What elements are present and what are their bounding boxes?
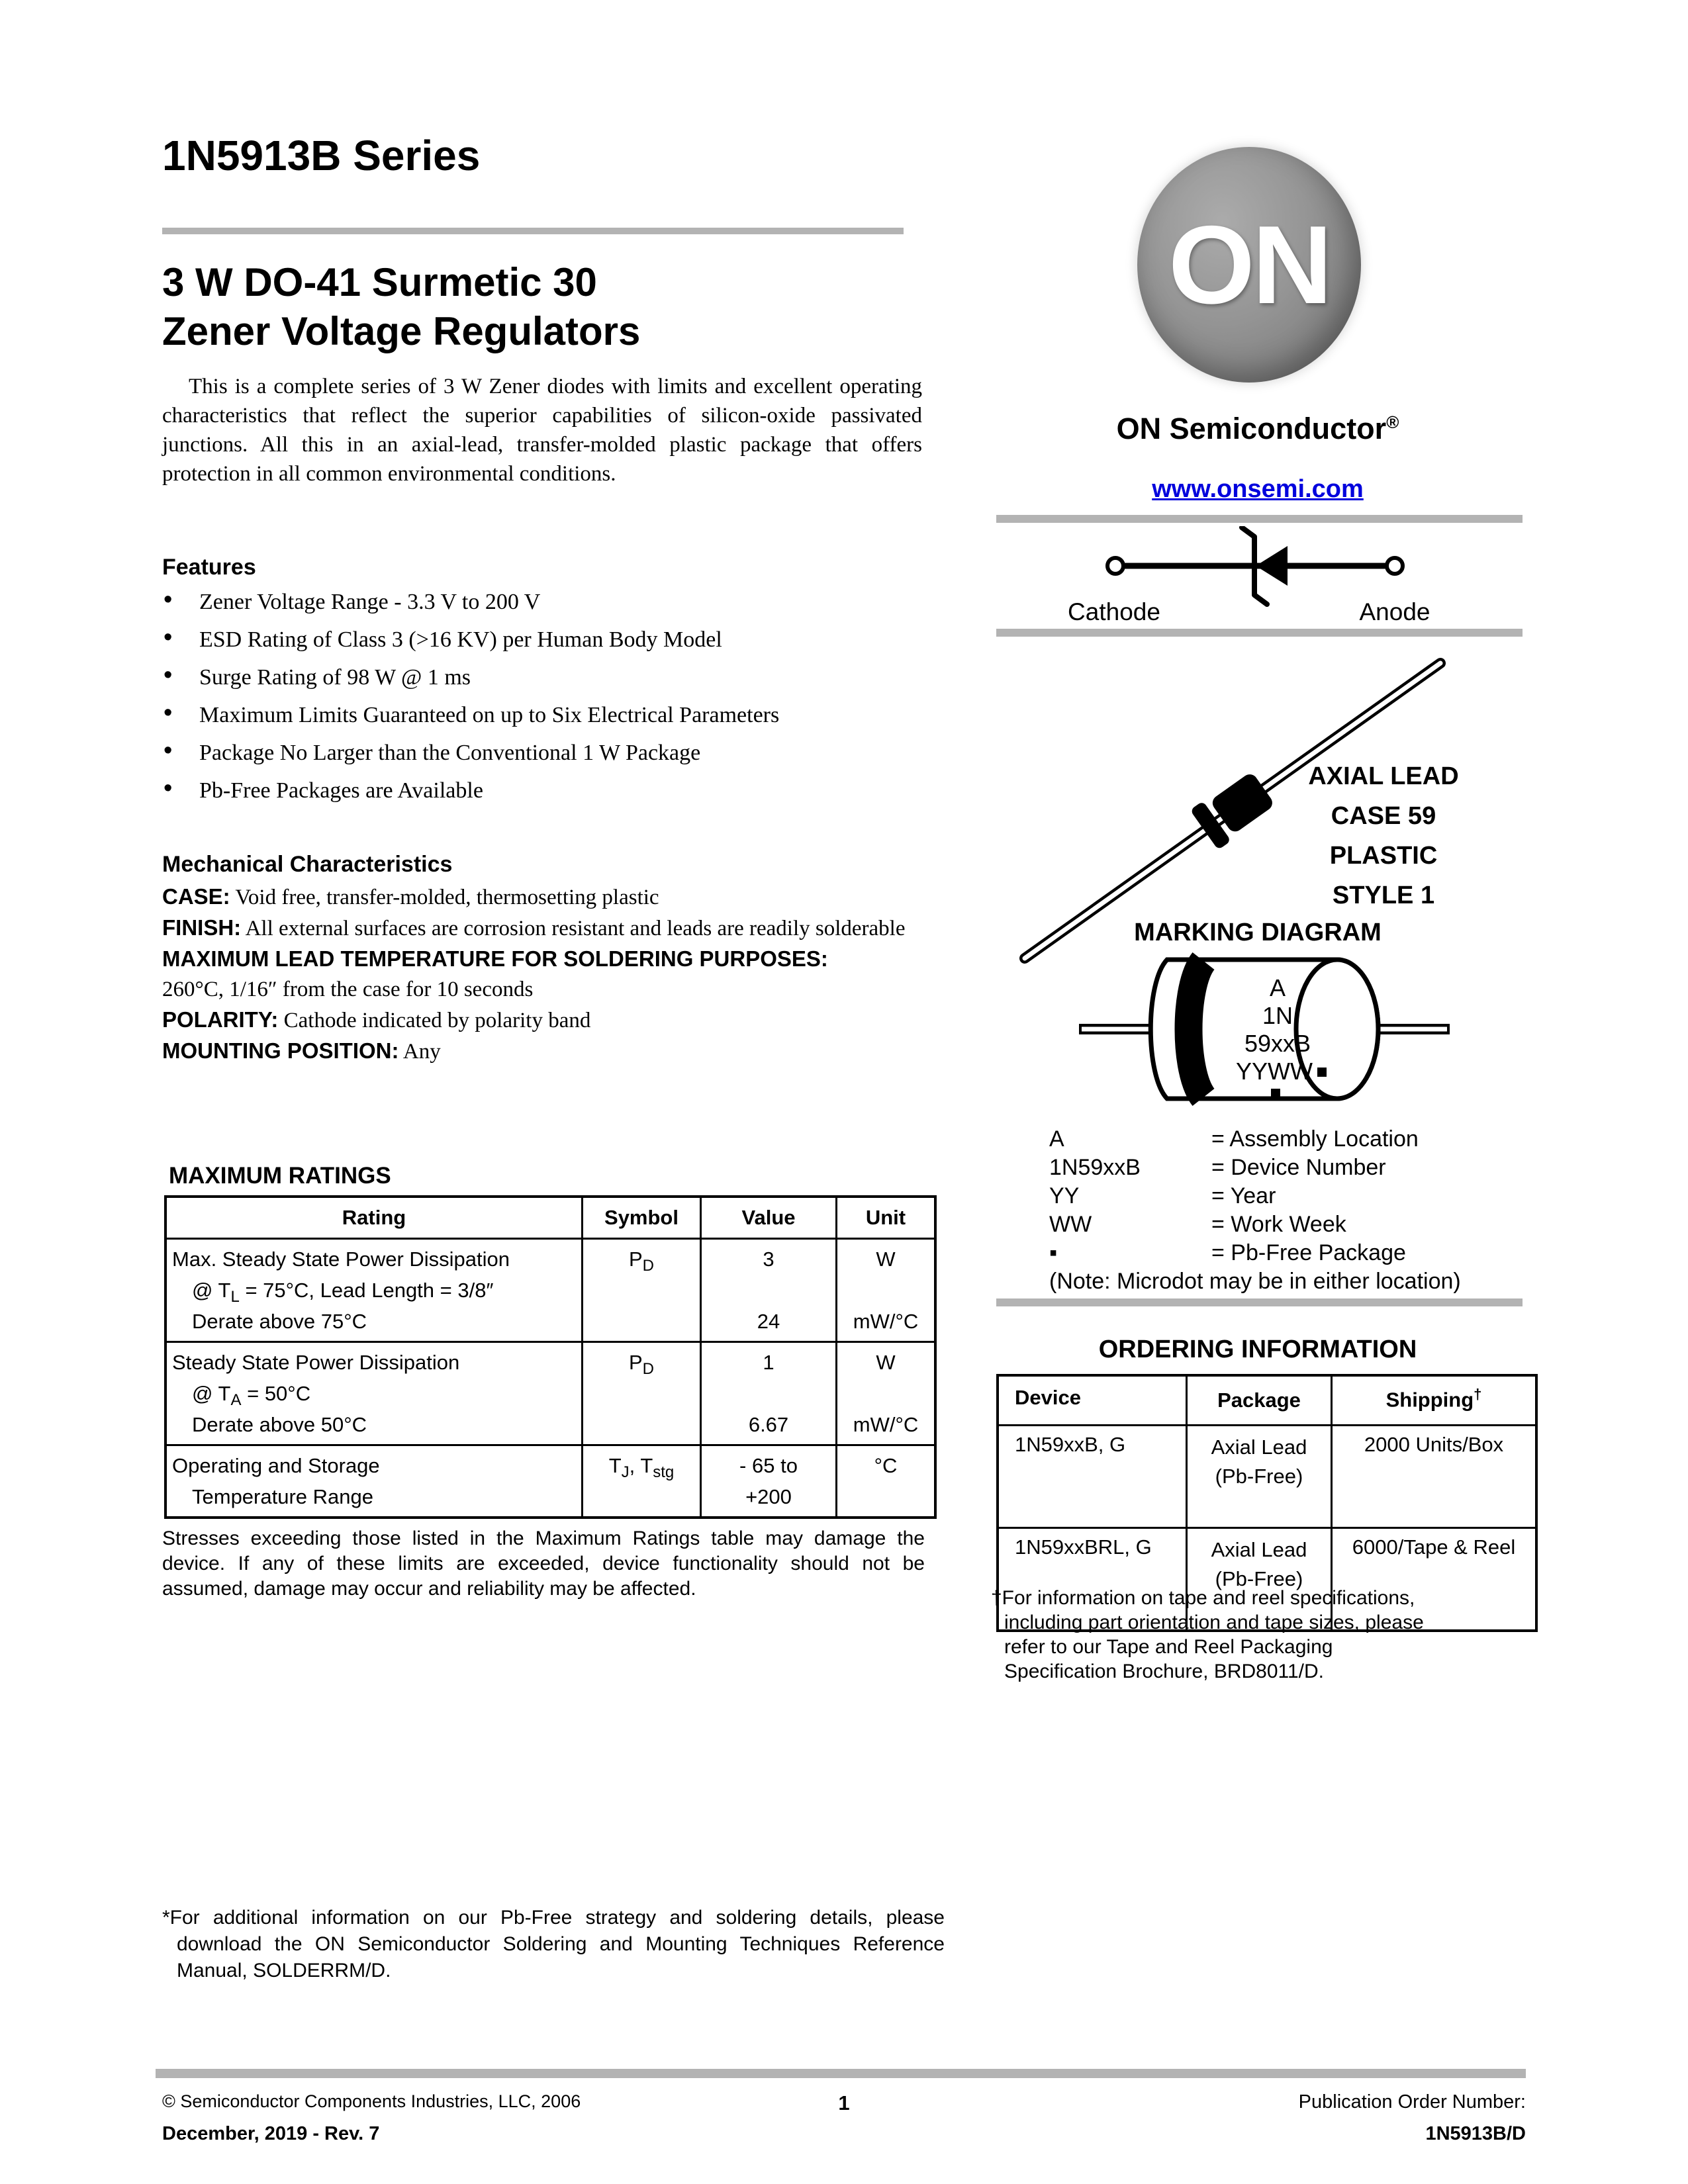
registered-mark: ® [1386,412,1399,432]
table-row: Operating and Storage Temperature Range $T_J$, $T_{stg}$ - 65 to +200 °C [165,1445,935,1518]
feature-item: • ESD Rating of Class 3 (>16 KV) per Human Body Model [164,623,722,652]
features-heading: Features [162,555,256,580]
legend-row: A = Assembly Location [1049,1126,1419,1152]
legend-row: ▪ = Pb-Free Package [1049,1240,1406,1265]
bullet-icon: • [164,774,173,802]
microdot-icon [1271,1089,1280,1098]
title-rule-divider [162,228,904,234]
mark-line4: YYWW [1236,1058,1313,1085]
legend-row: WW = Work Week [1049,1212,1346,1237]
page-number: 1 [838,2091,850,2115]
microdot-note: (Note: Microdot may be in either location) [1049,1269,1461,1294]
table-header-row [165,1197,935,1239]
col-rating: Rating [165,1197,583,1239]
marking-diagram-drawing [1059,950,1470,1122]
tape-reel-footnote: †For information on tape and reel specifications, including part orientation and tape sizes, please refer to our Tape and Reel Packaging Specification Brochure, BRD8011/D. [991,1587,1424,1682]
mech-maxlead-text: 260°C, 1/16″ from the case for 10 seconds [162,978,534,1001]
anode-label: Anode [1359,598,1430,625]
publication-order-number: 1N5913B/D [1425,2123,1526,2144]
footer-date-revision: December, 2019 - Rev. 7 [162,2123,380,2144]
mech-finish-line: FINISH: All external surfaces are corrosion resistant and leads are readily solderable [162,915,906,940]
pbfree-footnote: *For additional information on our Pb-Free strategy and soldering details, please download the ON Semiconductor Soldering and Mounting Techniques Reference Manual, SOLDERRM/D. [162,1907,945,1981]
footer-divider [156,2069,1526,2078]
product-title-line2: Zener Voltage Regulators [162,309,641,353]
cathode-terminal-icon [1107,558,1123,574]
mechanical-heading: Mechanical Characteristics [162,852,453,877]
mark-line2: 1N [1262,1002,1293,1029]
ordering-information-heading: ORDERING INFORMATION [1098,1336,1417,1363]
col-package: Package [1187,1375,1332,1426]
publication-order-label: Publication Order Number: [1298,2091,1526,2113]
col-device: Device [998,1375,1187,1426]
legend-row: YY = Year [1049,1183,1276,1208]
logo-on-text: ON [1168,203,1330,327]
cathode-label: Cathode [1068,598,1160,625]
mech-polarity-line: POLARITY: Cathode indicated by polarity band [162,1007,591,1032]
product-title-line1: 3 W DO-41 Surmetic 30 [162,260,597,304]
marking-legend [1049,1125,1539,1296]
marking-diagram-heading: MARKING DIAGRAM [1134,919,1382,946]
mark-line3: 59xxB [1244,1030,1311,1057]
pbfree-dot-icon [1317,1068,1327,1077]
bullet-icon: • [164,737,173,764]
mech-mounting-line: MOUNTING POSITION: Any [162,1038,441,1064]
feature-item: • Maximum Limits Guaranteed on up to Six Electrical Parameters [164,699,780,727]
max-ratings-heading: MAXIMUM RATINGS [169,1163,391,1189]
brand-name: ON Semiconductor® [1116,412,1399,445]
col-value: Value [701,1197,837,1239]
website-link[interactable]: www.onsemi.com [1152,475,1364,503]
cathode-band [1189,961,1204,1097]
bullet-icon: • [164,623,173,651]
series-title: 1N5913B Series [162,132,481,179]
col-symbol: Symbol [583,1197,701,1239]
mechanical-characteristics [162,882,923,1067]
dagger-icon: † [1474,1386,1482,1402]
feature-item: • Surge Rating of 98 W @ 1 ms [164,661,471,690]
product-title [162,258,640,356]
table-row: Max. Steady State Power Dissipation @ $T_L = 75^\circ C$, Lead Length = 3/8″ Derate above 75°C $P_D$ 3 24 W mW/°C [165,1239,935,1342]
feature-item: • Package No Larger than the Conventional 1 W Package [164,737,701,765]
diode-triangle-icon [1256,546,1288,586]
footer-copyright: © Semiconductor Components Industries, LLC, 2006 [162,2091,581,2111]
zener-diode-schematic [1056,526,1460,625]
col-unit: Unit [837,1197,936,1239]
feature-item: • Zener Voltage Range - 3.3 V to 200 V [164,586,541,614]
features-list [162,588,923,814]
ratings-stress-note: Stresses exceeding those listed in the Maximum Ratings table may damage the device. If any of these limits are exceeded, device functionality should not be assumed, damage may occur and reliability may be affected. [162,1527,925,1600]
case-label: AXIAL LEAD CASE 59 PLASTIC STYLE 1 [1308,762,1459,909]
max-ratings-table [164,1195,937,1519]
table-row: 1N59xxB, G Axial Lead (Pb-Free) 2000 Units/Box [998,1426,1536,1528]
bullet-icon: • [164,586,173,614]
table-row: Steady State Power Dissipation @ $T_A = 50^\circ C$ Derate above 50°C $P_D$ 1 6.67 W mW/°C [165,1342,935,1445]
mark-line1: A [1269,974,1286,1001]
legend-row: 1N59xxB = Device Number [1049,1155,1386,1180]
table-header-row [998,1375,1536,1426]
table-row: 1N59xxBRL, G Axial Lead (Pb-Free) 6000/Tape & Reel [998,1528,1536,1631]
bullet-icon: • [164,661,173,689]
feature-item: • Pb-Free Packages are Available [164,774,483,803]
on-semiconductor-logo [1137,147,1361,383]
intro-paragraph: This is a complete series of 3 W Zener diodes with limits and excellent operating characteristics that reflect the superior capabilities of silicon-oxide passivated junctions. All this in an axial-lead, transfer-molded plastic package that offers protection in all common environmental conditions. [162,375,922,486]
col-shipping: Shipping† [1332,1375,1537,1426]
anode-terminal-icon [1387,558,1403,574]
section-divider [996,1298,1523,1306]
mech-maxlead-label: MAXIMUM LEAD TEMPERATURE FOR SOLDERING PURPOSES: [162,946,828,971]
section-divider [996,515,1523,523]
section-divider [996,629,1523,637]
bullet-icon: • [164,699,173,727]
mech-case-line: CASE: Void free, transfer-molded, thermosetting plastic [162,884,659,909]
